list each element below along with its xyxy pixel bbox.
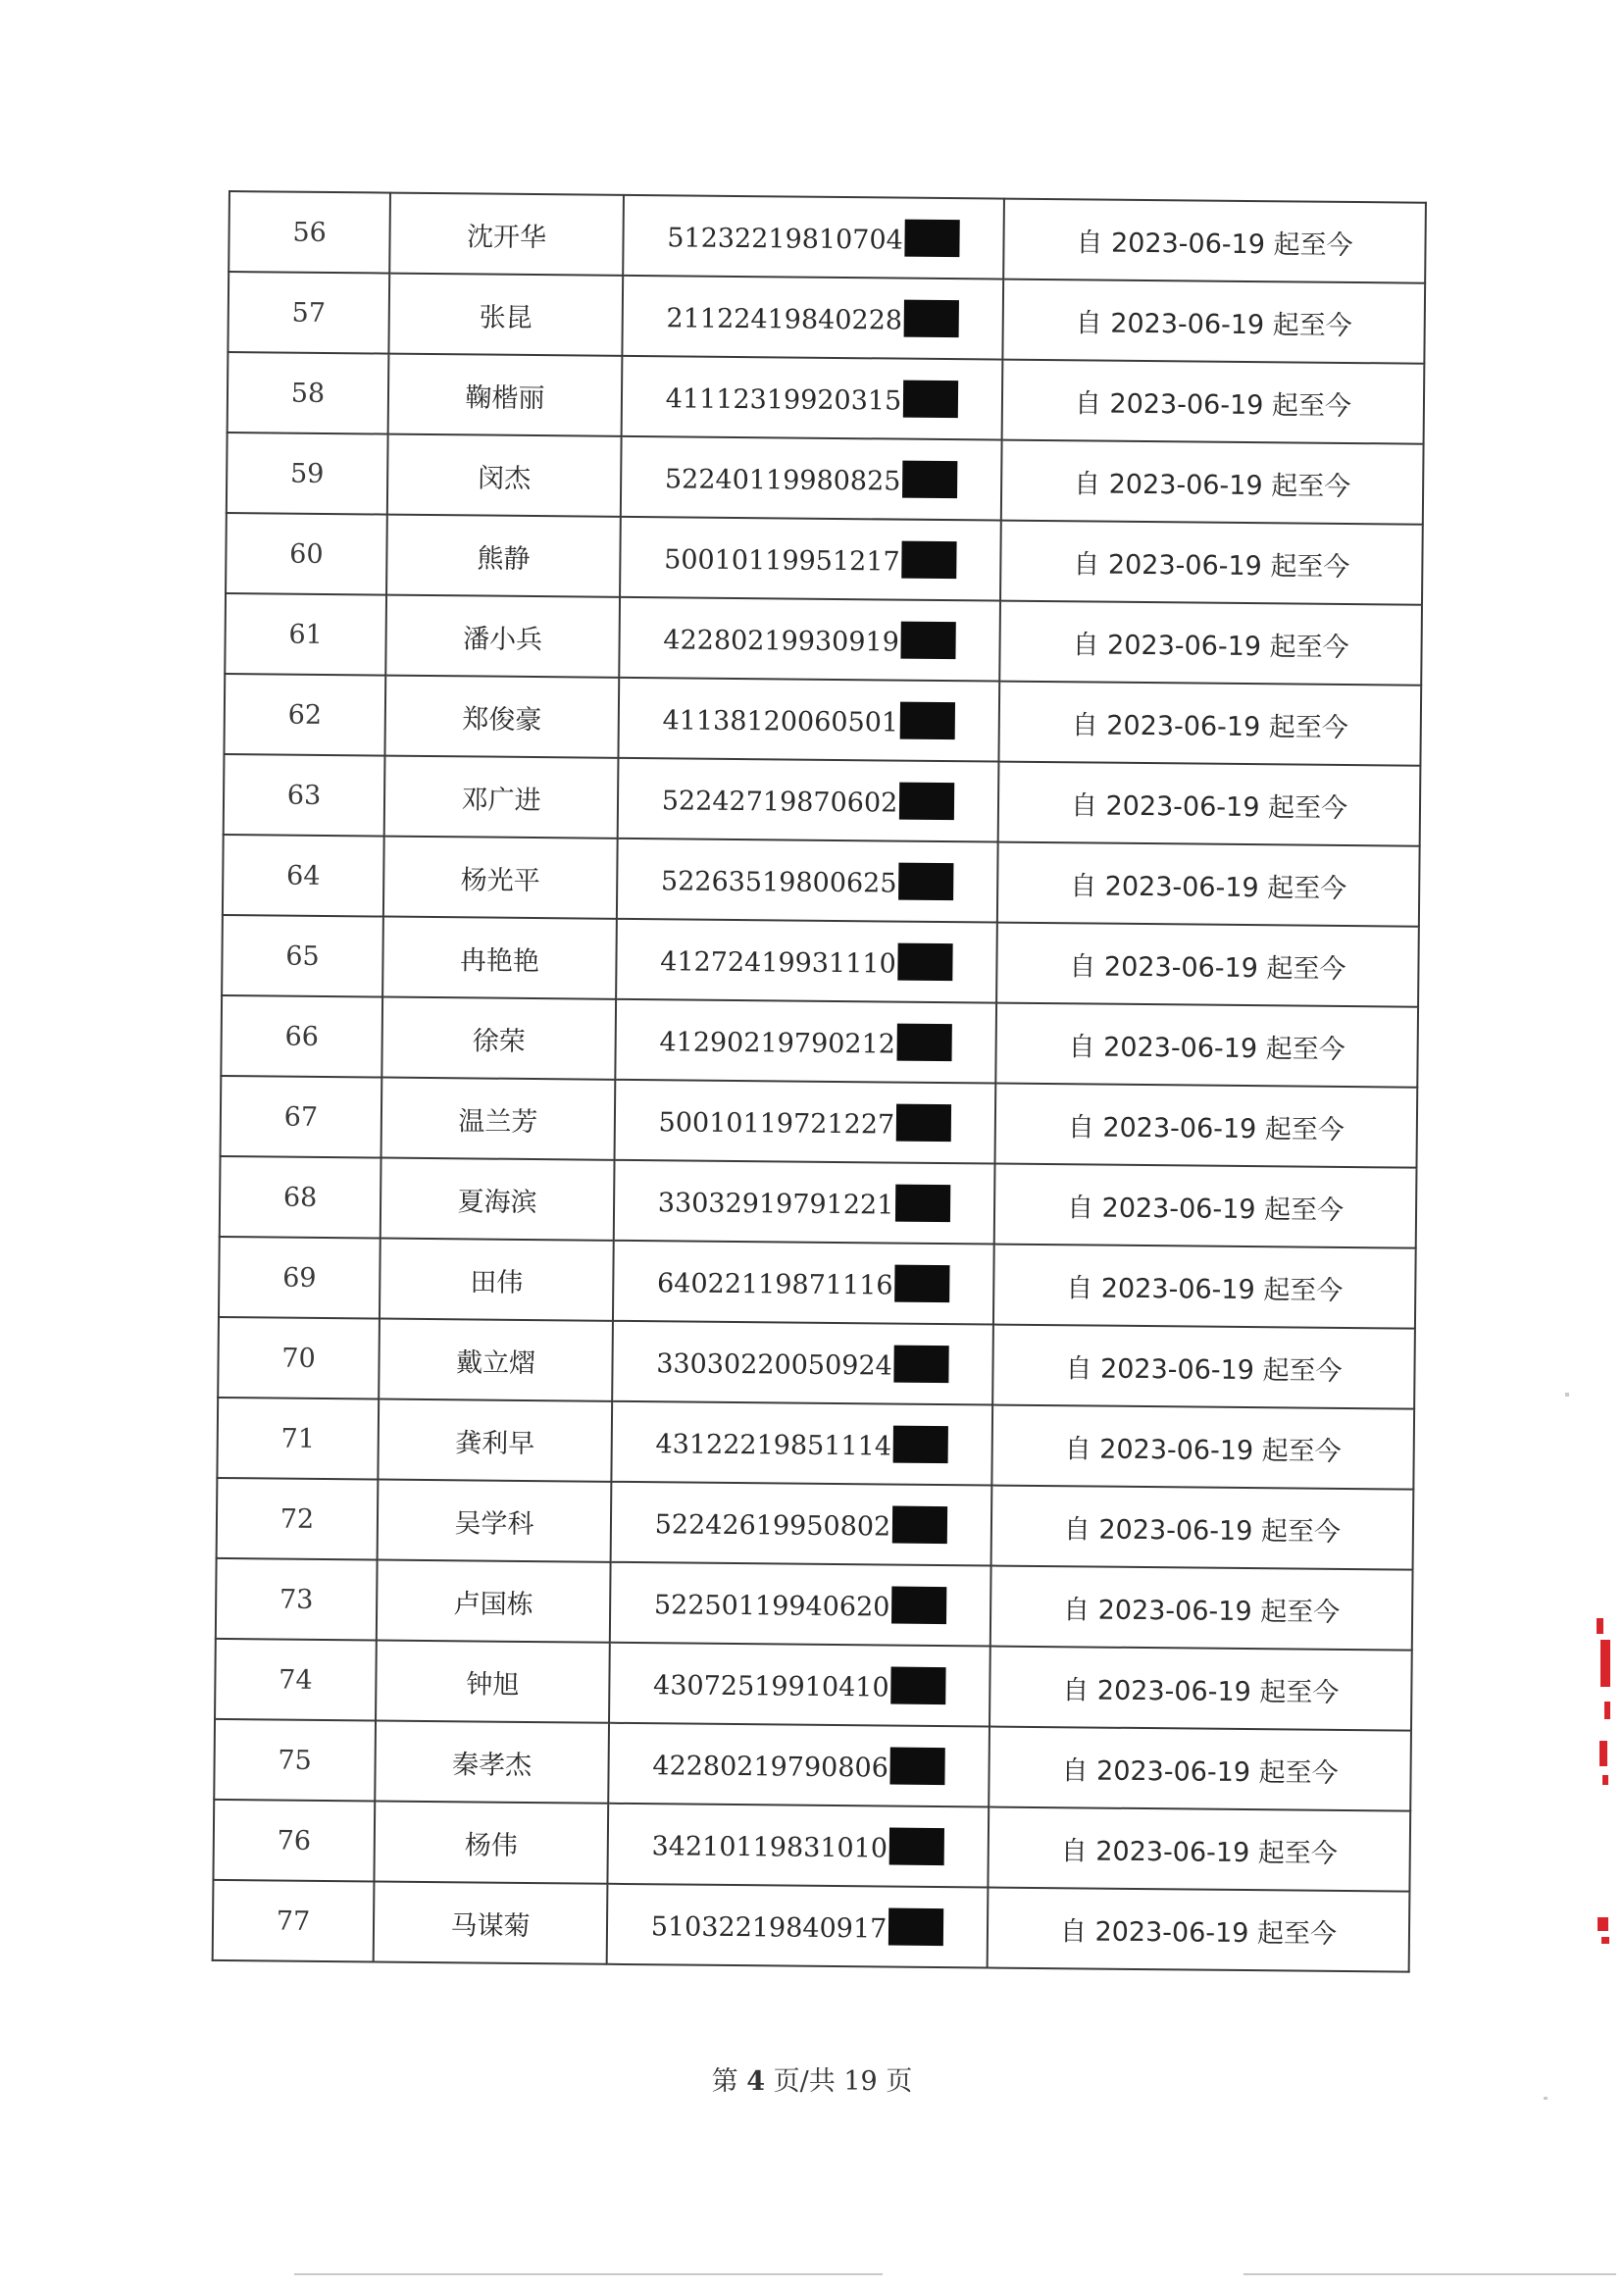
scan-speck bbox=[1544, 2097, 1548, 2100]
seal-fragment bbox=[1598, 1917, 1608, 1931]
redaction-block bbox=[901, 541, 956, 580]
seal-fragment bbox=[1600, 1640, 1610, 1687]
redaction-block bbox=[901, 622, 956, 660]
table-row bbox=[216, 1558, 1413, 1651]
row-number: 59 bbox=[227, 432, 388, 515]
id-number-cell bbox=[614, 1160, 995, 1245]
row-number: 67 bbox=[221, 1076, 382, 1158]
redaction-block bbox=[902, 461, 957, 499]
person-name: 徐荣 bbox=[381, 997, 616, 1080]
period-text: 自 2023-06-19 起至今 bbox=[988, 1807, 1410, 1892]
id-number-cell bbox=[618, 758, 999, 842]
person-name: 潘小兵 bbox=[385, 595, 620, 678]
table-row bbox=[218, 1317, 1415, 1409]
seal-fragment bbox=[1599, 1741, 1607, 1766]
id-number-cell bbox=[607, 1884, 989, 1968]
row-number: 62 bbox=[224, 674, 385, 756]
id-number: 64022119871116 bbox=[656, 1268, 893, 1301]
redaction-block bbox=[891, 1587, 946, 1625]
page-footer bbox=[0, 2059, 1624, 2098]
period-text: 自 2023-06-19 起至今 bbox=[1002, 360, 1425, 444]
id-number: 21122419840228 bbox=[666, 303, 903, 336]
footer-page-number: 4 bbox=[746, 2066, 766, 2097]
period-text: 自 2023-06-19 起至今 bbox=[996, 923, 1419, 1007]
footer-suffix: 页 bbox=[886, 2066, 913, 2097]
person-name: 戴立熠 bbox=[379, 1319, 613, 1401]
period-text: 自 2023-06-19 起至今 bbox=[998, 762, 1421, 846]
scan-speck bbox=[1565, 1393, 1569, 1397]
person-name: 卢国栋 bbox=[377, 1560, 611, 1643]
row-number: 72 bbox=[217, 1478, 379, 1560]
seal-fragment bbox=[1597, 1618, 1603, 1634]
id-number: 41138120060501 bbox=[662, 705, 899, 738]
row-number: 75 bbox=[214, 1719, 376, 1802]
person-name: 温兰芳 bbox=[381, 1078, 616, 1160]
period-text: 自 2023-06-19 起至今 bbox=[992, 1325, 1415, 1409]
roster-table bbox=[212, 190, 1427, 1973]
table-row bbox=[220, 1156, 1417, 1248]
row-number: 76 bbox=[213, 1800, 375, 1882]
table-row bbox=[222, 915, 1419, 1007]
person-name: 郑俊豪 bbox=[384, 676, 619, 758]
period-text: 自 2023-06-19 起至今 bbox=[993, 1245, 1416, 1329]
table-row bbox=[217, 1478, 1414, 1570]
id-number-cell bbox=[620, 517, 1001, 601]
redaction-block bbox=[900, 702, 955, 740]
period-text: 自 2023-06-19 起至今 bbox=[998, 682, 1421, 766]
period-text: 自 2023-06-19 起至今 bbox=[989, 1727, 1411, 1811]
id-number: 41112319920315 bbox=[665, 383, 902, 417]
id-number-cell bbox=[612, 1321, 993, 1405]
footer-middle: 页/共 bbox=[773, 2066, 836, 2097]
footer-total-pages: 19 bbox=[843, 2066, 878, 2097]
table-row bbox=[225, 593, 1422, 686]
id-number-cell bbox=[611, 1401, 992, 1486]
person-name: 钟旭 bbox=[376, 1641, 610, 1723]
row-number: 60 bbox=[226, 513, 387, 595]
seal-fragment bbox=[1602, 1775, 1608, 1785]
person-name: 熊静 bbox=[386, 515, 621, 597]
redaction-block bbox=[905, 220, 960, 258]
period-text: 自 2023-06-19 起至今 bbox=[991, 1405, 1414, 1490]
person-name: 吴学科 bbox=[378, 1480, 612, 1562]
id-number: 51032219840917 bbox=[650, 1911, 888, 1945]
person-name: 冉艳艳 bbox=[382, 917, 617, 999]
person-name: 龚利早 bbox=[378, 1399, 612, 1482]
redaction-block bbox=[897, 1024, 952, 1062]
scan-speck bbox=[1243, 2273, 1616, 2275]
id-number: 52263519800625 bbox=[660, 866, 897, 899]
person-name: 杨光平 bbox=[383, 837, 618, 919]
id-number: 50010119721227 bbox=[658, 1107, 895, 1141]
person-name: 沈开华 bbox=[389, 193, 624, 276]
row-number: 65 bbox=[222, 915, 383, 997]
redaction-block bbox=[899, 783, 954, 821]
row-number: 73 bbox=[216, 1558, 378, 1641]
redaction-block bbox=[898, 943, 953, 982]
id-number: 42280219930919 bbox=[663, 625, 900, 658]
person-name: 张昆 bbox=[388, 274, 623, 356]
period-text: 自 2023-06-19 起至今 bbox=[988, 1888, 1410, 1972]
row-number: 61 bbox=[225, 593, 386, 676]
person-name: 秦孝杰 bbox=[375, 1721, 609, 1804]
table-row bbox=[228, 272, 1425, 364]
footer-prefix: 第 bbox=[711, 2066, 738, 2097]
id-number-cell bbox=[623, 195, 1004, 280]
table-row bbox=[214, 1719, 1411, 1811]
period-text: 自 2023-06-19 起至今 bbox=[995, 1084, 1418, 1168]
period-text: 自 2023-06-19 起至今 bbox=[1001, 440, 1424, 525]
scan-speck bbox=[294, 2273, 883, 2275]
table-row bbox=[221, 1076, 1418, 1168]
id-number: 50010119951217 bbox=[664, 544, 900, 578]
id-number-cell bbox=[619, 597, 1000, 682]
id-number-cell bbox=[611, 1482, 992, 1566]
redaction-block bbox=[892, 1506, 947, 1545]
id-number: 52242619950802 bbox=[654, 1509, 891, 1543]
period-text: 自 2023-06-19 起至今 bbox=[991, 1486, 1414, 1570]
table-row bbox=[213, 1880, 1410, 1972]
table-row bbox=[215, 1639, 1412, 1731]
row-number: 70 bbox=[218, 1317, 380, 1399]
table-row bbox=[217, 1398, 1414, 1490]
row-number: 74 bbox=[215, 1639, 377, 1721]
table-row bbox=[219, 1237, 1416, 1329]
row-number: 57 bbox=[228, 272, 389, 354]
id-number-cell bbox=[622, 276, 1003, 360]
redaction-block bbox=[898, 863, 953, 901]
redaction-block bbox=[888, 1908, 943, 1947]
period-text: 自 2023-06-19 起至今 bbox=[999, 601, 1422, 686]
id-number: 52240119980825 bbox=[664, 464, 901, 497]
row-number: 77 bbox=[213, 1880, 375, 1962]
person-name: 马谋菊 bbox=[374, 1882, 608, 1964]
table-row bbox=[227, 432, 1424, 525]
id-number: 34210119831010 bbox=[651, 1831, 888, 1864]
period-text: 自 2023-06-19 起至今 bbox=[1000, 521, 1423, 605]
id-number-cell bbox=[610, 1562, 991, 1647]
redaction-block bbox=[889, 1828, 944, 1866]
person-name: 夏海滨 bbox=[381, 1158, 615, 1241]
period-text: 自 2023-06-19 起至今 bbox=[990, 1647, 1412, 1731]
row-number: 71 bbox=[217, 1398, 379, 1480]
redaction-block bbox=[895, 1185, 950, 1223]
table-row bbox=[226, 513, 1423, 605]
id-number-cell bbox=[609, 1643, 990, 1727]
id-number-cell bbox=[615, 1080, 996, 1164]
person-name: 邓广进 bbox=[384, 756, 619, 839]
roster-table-body bbox=[213, 191, 1426, 1972]
id-number-cell bbox=[622, 356, 1003, 440]
row-number: 68 bbox=[220, 1156, 381, 1239]
id-number: 51232219810704 bbox=[667, 223, 903, 256]
id-number-cell bbox=[617, 839, 998, 923]
person-name: 田伟 bbox=[380, 1239, 614, 1321]
table-row bbox=[213, 1800, 1410, 1892]
id-number: 33030220050924 bbox=[656, 1348, 892, 1382]
id-number: 43122219851114 bbox=[655, 1429, 892, 1462]
period-text: 自 2023-06-19 起至今 bbox=[1003, 199, 1426, 283]
id-number: 33032919791221 bbox=[657, 1188, 894, 1221]
id-number-cell bbox=[618, 678, 999, 762]
seal-fragment bbox=[1604, 1702, 1610, 1719]
id-number-cell bbox=[613, 1241, 994, 1325]
table-row bbox=[228, 352, 1425, 444]
row-number: 64 bbox=[223, 835, 384, 917]
table-row bbox=[228, 191, 1426, 283]
id-number-cell bbox=[615, 999, 996, 1084]
row-number: 66 bbox=[221, 995, 382, 1078]
redaction-block bbox=[893, 1426, 948, 1464]
id-number: 41272419931110 bbox=[660, 946, 896, 980]
id-number: 43072519910410 bbox=[652, 1670, 889, 1703]
id-number-cell bbox=[608, 1723, 990, 1807]
id-number-cell bbox=[607, 1804, 989, 1888]
person-name: 鞠楷丽 bbox=[388, 354, 623, 436]
id-number-cell bbox=[616, 919, 997, 1003]
person-name: 闵杰 bbox=[387, 434, 622, 517]
redaction-block bbox=[896, 1104, 951, 1143]
id-number: 52250119940620 bbox=[653, 1590, 890, 1623]
redaction-block bbox=[890, 1667, 945, 1705]
seal-fragment bbox=[1601, 1937, 1609, 1944]
period-text: 自 2023-06-19 起至今 bbox=[994, 1164, 1417, 1248]
redaction-block bbox=[903, 381, 958, 419]
row-number: 56 bbox=[228, 191, 390, 274]
period-text: 自 2023-06-19 起至今 bbox=[1002, 280, 1425, 364]
redaction-block bbox=[894, 1265, 949, 1303]
redaction-block bbox=[890, 1748, 945, 1786]
row-number: 58 bbox=[228, 352, 389, 434]
table-row bbox=[224, 754, 1421, 846]
table-row bbox=[221, 995, 1418, 1088]
period-text: 自 2023-06-19 起至今 bbox=[997, 842, 1420, 927]
id-number: 41290219790212 bbox=[659, 1027, 896, 1060]
table-row bbox=[224, 674, 1421, 766]
row-number: 63 bbox=[224, 754, 385, 837]
person-name: 杨伟 bbox=[374, 1802, 608, 1884]
period-text: 自 2023-06-19 起至今 bbox=[990, 1566, 1413, 1651]
id-number: 42280219790806 bbox=[652, 1751, 888, 1784]
id-number: 52242719870602 bbox=[661, 786, 898, 819]
id-number-cell bbox=[621, 436, 1002, 521]
table-row bbox=[223, 835, 1420, 927]
period-text: 自 2023-06-19 起至今 bbox=[995, 1003, 1418, 1088]
redaction-block bbox=[894, 1346, 949, 1384]
roster-table-container bbox=[212, 190, 1425, 1973]
row-number: 69 bbox=[219, 1237, 381, 1319]
redaction-block bbox=[904, 300, 959, 338]
